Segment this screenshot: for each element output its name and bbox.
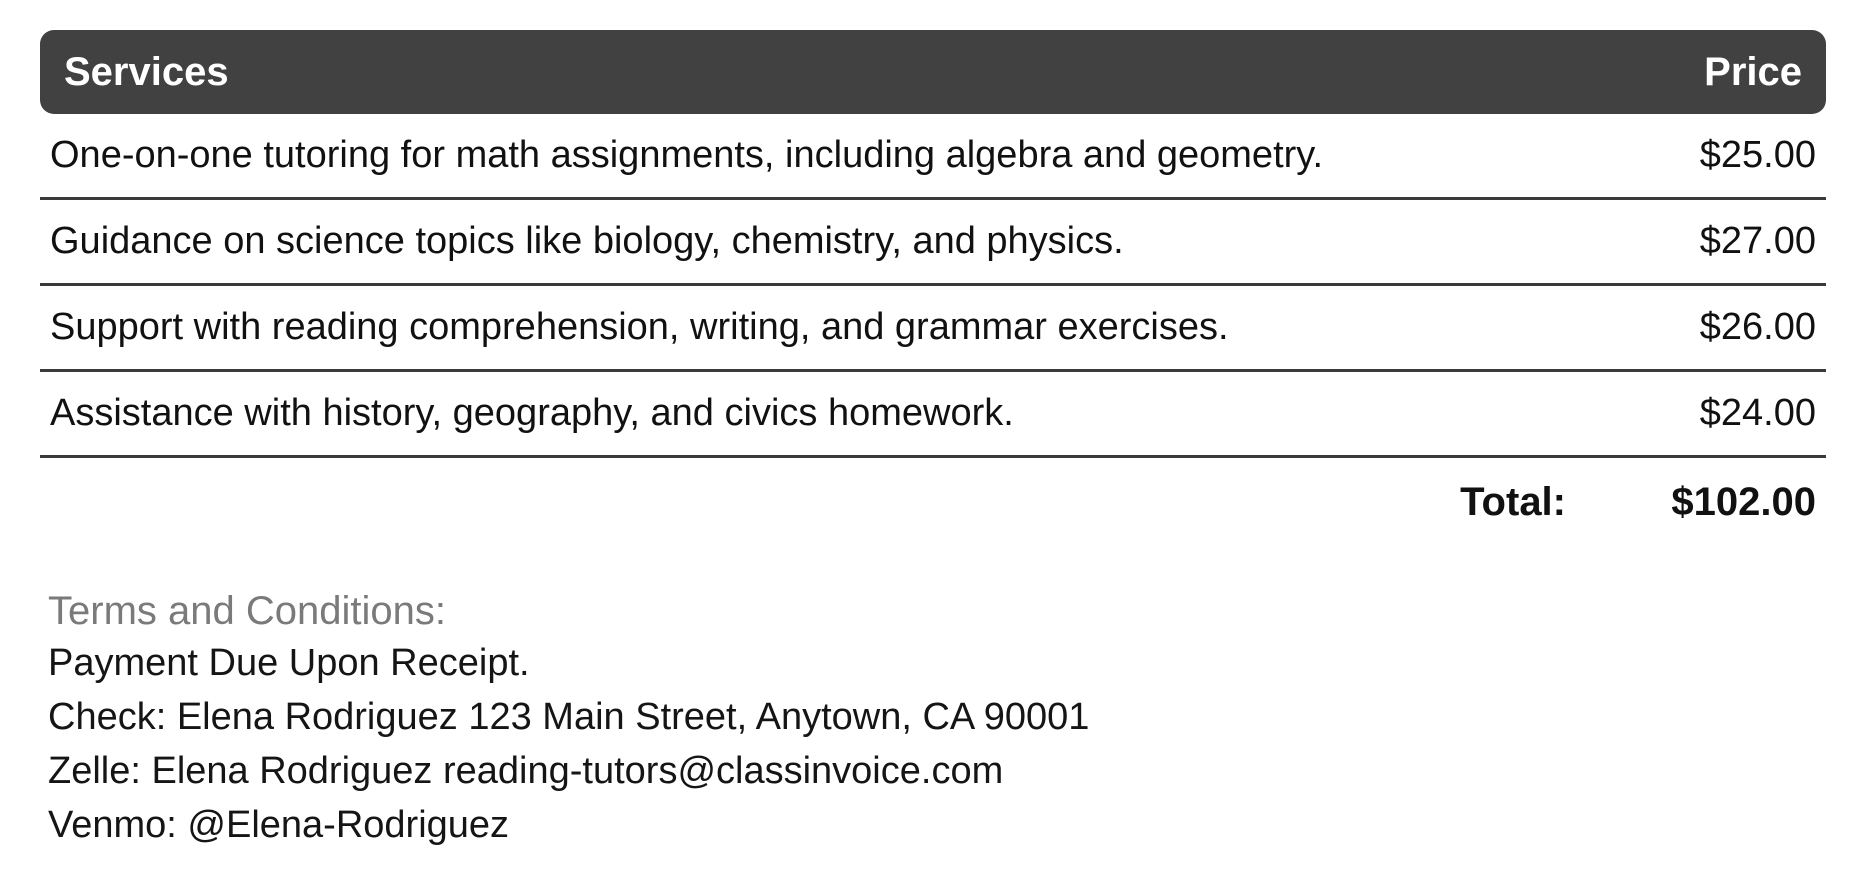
service-price: $25.00 [1699, 134, 1816, 176]
terms-line-check: Check: Elena Rodriguez 123 Main Street, Anytown, CA 90001 [48, 696, 1090, 738]
service-description: Support with reading comprehension, writing, and grammar exercises. [50, 306, 1229, 348]
services-column-header: Services [64, 49, 229, 94]
table-row [40, 114, 1826, 200]
terms-line-venmo: Venmo: @Elena-Rodriguez [48, 804, 510, 846]
invoice-document [40, 30, 1826, 852]
price-column-header: Price [1704, 49, 1802, 94]
total-value: $102.00 [1671, 479, 1816, 524]
service-description: Guidance on science topics like biology, chemistry, and physics. [50, 220, 1124, 262]
service-price: $27.00 [1699, 220, 1816, 262]
service-price: $24.00 [1699, 392, 1816, 434]
service-price: $26.00 [1699, 306, 1816, 348]
table-row [40, 286, 1826, 372]
terms-line-zelle: Zelle: Elena Rodriguez reading-tutors@classinvoice.com [48, 750, 1004, 792]
service-description: One-on-one tutoring for math assignments, including algebra and geometry. [50, 134, 1324, 176]
terms-section [40, 586, 1826, 852]
services-table [40, 30, 1826, 546]
total-row [40, 458, 1826, 546]
table-header-row [40, 30, 1826, 114]
terms-heading: Terms and Conditions: [48, 589, 446, 633]
service-description: Assistance with history, geography, and civics homework. [50, 392, 1014, 434]
total-label: Total: [1460, 479, 1566, 524]
terms-line-payment: Payment Due Upon Receipt. [48, 642, 530, 684]
table-row [40, 200, 1826, 286]
table-row [40, 372, 1826, 458]
